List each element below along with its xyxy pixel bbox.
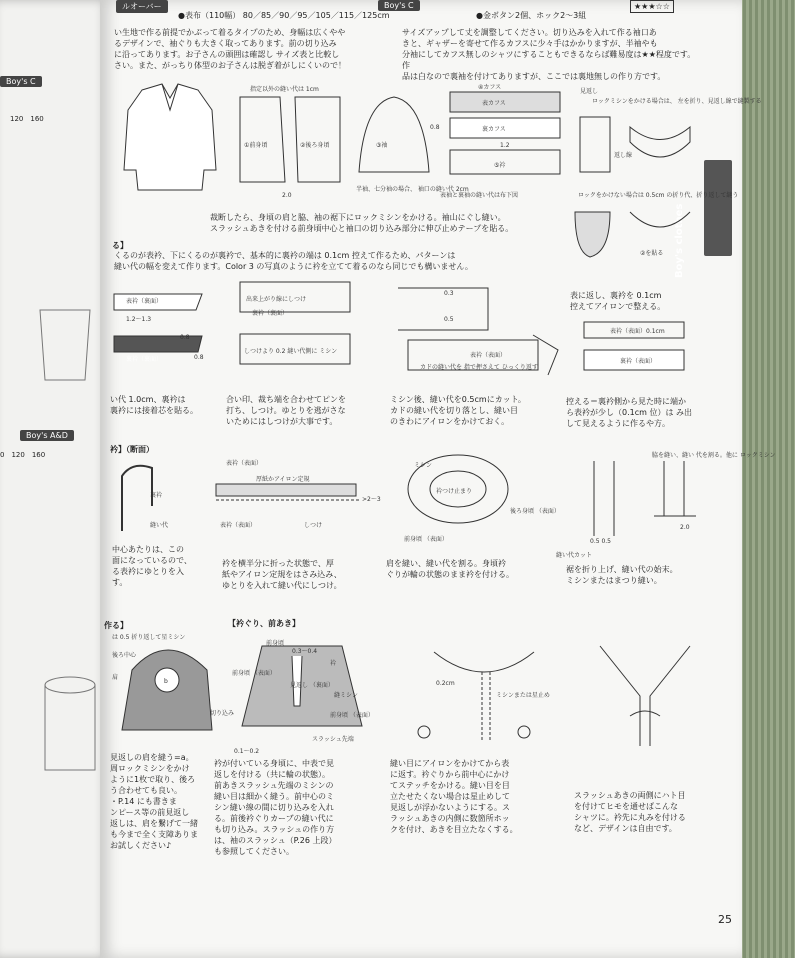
side-tab: [674, 160, 732, 278]
collar-note: 指定以外の縫い代は 1cm: [250, 86, 319, 93]
neck-text3: スラッシュあきの両側にハト目 を付けてヒモを通せばこんな シャツに。衿先に丸みを付ける など、デザインは自由です。: [574, 791, 686, 833]
step4-text: 表に返し、裏衿を 0.1cm 控えてアイロンで整える。: [570, 291, 666, 311]
difficulty-stars: ★★★☆☆: [630, 0, 674, 13]
facing-b-label: b: [164, 678, 168, 685]
collar-attach-text2: 衿を横半分に折った状態で、厚 紙やアイロン定規をはさみ込み、 ゆとりを入れて縫い代にしつけ。: [222, 559, 342, 590]
neck-heading: 【衿ぐり、前あき】: [228, 619, 300, 628]
neck-slash-label: スラッシュ先端: [312, 736, 354, 743]
hem-seam-cut: 縫い代カット: [556, 552, 592, 559]
neck-back-body: 後ろ身頃 （表面）: [510, 508, 560, 515]
step1-dim2: 0.8: [180, 334, 190, 341]
facing-text: 見返しの肩を縫う=a。 周ロックミシンをかけ ように1枚で取り、後ろ う合わせても良い。 ・P.14 にも書きま ンピース等の前見返し 返しは、肩を繋げて一緒 も今まで全く支障ありま お試しください♪: [110, 753, 198, 850]
neck-front-b: 前身頃 （表面）: [330, 712, 374, 719]
neck-cut-label: 衿つけ止まり: [436, 488, 473, 495]
dim-12: 1.2: [500, 142, 510, 149]
stitch-dim: 0.2cm: [436, 680, 455, 687]
header-title-fragment: ルオーバー: [116, 0, 168, 13]
background-fabric: [740, 0, 795, 958]
back-body-label: ②後ろ身頃: [300, 142, 330, 149]
step1-text: い代 1.0cm、裏衿は 裏衿には接着芯を貼る。: [110, 395, 198, 415]
section-tag: Boy's C: [378, 0, 420, 11]
buttons-list: ●金ボタン2個、ホック2～3組: [476, 11, 587, 20]
pattern-sleeve: [354, 92, 434, 182]
facing-line-label: 返し線: [614, 152, 633, 159]
step1-dim3: 0.8: [194, 354, 204, 361]
cross-front-label: 裏衿: [150, 492, 163, 499]
ruler-label: 厚紙かアイロン定規: [256, 476, 310, 483]
front-cuff-label: 表カフス: [482, 100, 506, 107]
hem-dim2: 0.5 0.5: [590, 538, 611, 545]
collar-piece-label: ⑤衿: [494, 162, 506, 169]
facing-note-text: は 0.5 折り返して星ミシン: [112, 634, 186, 641]
neck-body-a: 前身頃 （表面）: [404, 536, 448, 543]
facing-center-label: 後ろ中心: [112, 652, 137, 659]
left-page: [0, 0, 110, 958]
facing-shoulder-label: 肩: [112, 674, 119, 681]
cross-allowance-label: 縫い代: [150, 522, 169, 529]
ruler-stitch: しつけ: [304, 522, 323, 529]
back-cuff-label: 裏カフス: [482, 126, 506, 133]
collar-attach-text4: 裾を折り上げ、縫い代の始末。 ミシンまたはまつり縫い。: [566, 565, 678, 585]
step1-front-label: 表衿（裏面）: [126, 298, 163, 305]
side-tab-label: Boy's clothes: [674, 203, 685, 278]
neck-text2: 縫い目にアイロンをかけてから表 に返す。衿ぐりから前中心にかけ てステッチをかける。縫い目を目 立たせたくない場合は星止めして 見返しが浮かないようにする。ス ラッシュあきの内側に数箇所ホッ クを付け、あきを目立たなくする。: [390, 759, 518, 834]
neck-cut-label-2: 切り込み: [210, 710, 235, 717]
neck-facing-label: 見返し （裏面）: [290, 682, 334, 689]
left-page-figure-2: [40, 670, 100, 780]
step4-bottom: 裏衿（表面）: [620, 358, 657, 365]
front-body-label: ①前身頃: [244, 142, 268, 149]
seam-allowance-label: 2.0: [282, 192, 292, 199]
neck-front-label: 前身頃: [266, 640, 285, 647]
collar-attach-text3: 肩を縫い、縫い代を割る。身頃衿 ぐりが輪の状態のまま衿を付ける。: [386, 559, 514, 579]
collar-attach-heading: 衿】（断面）: [110, 445, 154, 454]
step2-text: 合い印、裁ち端を合わせてピンを 打ち、しつけ。ゆとりを逃がさな いためにはしつけが大事です。: [226, 395, 346, 426]
step4-top: 表衿（表面）0.1cm: [610, 328, 665, 335]
ruler-dim: >2～3: [362, 496, 381, 503]
step5-text: 控える＝裏衿側から見た時に端か ら表衿が少し（0.1cm 位）は み出 して見えるように作るや方。: [566, 397, 692, 428]
step3-text: ミシン後、縫い代を0.5cmにカット。 カドの縫い代を切り落とし、縫い目 のきわにアイロンをかけておく。: [390, 395, 526, 426]
left-tag-ad: Boy's A&D: [20, 430, 74, 441]
step3-dim2: 0.5: [444, 316, 454, 323]
sleeve-label: ③袖: [376, 142, 388, 149]
left-page-figure: [30, 300, 100, 390]
step2-bottom: しつけより 0.2 縫い代側に ミシン: [244, 348, 338, 355]
stitch-line: ミシンまたは星止め: [496, 692, 550, 699]
step1-dim: 1.2～1.3: [126, 316, 152, 323]
facing-note: ロックミシンをかける場合は、 左を折り、見返し線で縫製する: [592, 98, 762, 105]
fig1-caption: 裁断したら、身頃の肩と脇、袖の裾下にロックミシンをかける。袖山にぐし縫い。 スラッシュあきを付ける前身頃中心と袖口の切り込み部分に伸び止めテープを貼る。: [210, 213, 514, 233]
lock-note: ロックをかけない場合は 0.5cm の折り代、折り返して縫う: [578, 192, 739, 199]
step2-top: 出来上がり線にしつけ: [246, 296, 307, 303]
neck-collar-label: 衿: [330, 660, 337, 667]
collar-intro: くるのが表衿、下にくるのが裏衿で、基本的に裏衿の端は 0.1cm 控えて作るため、パターンは 縫い代の幅を変えて作ります。Color 3 の写真のように衿を立てて着るのなら同じでも構いません。: [114, 251, 473, 271]
cuff-note: 表袖と裏袖の縫い代は布下図: [440, 192, 519, 199]
collar-heading: る】: [112, 241, 128, 250]
intro-right: サイズアップして丈を調整してください。切り込みを入れて作る袖口あ きと、ギャザーを寄せて作るカフスに少々手はかかりますが、半袖やも 分袖にしてカフス無しのシャツにすることもできるならば難易度は★★程度です。作 品は白なので裏袖を付けてありますが、ここでは裏地無しの作り方です。: [402, 28, 696, 81]
facing-heading: 作る】: [104, 621, 128, 630]
intro-left: い生地で作る前提でかぶって着るタイプのため、身幅は広くやや るデザインで、袖ぐりも大きく取ってあります。前の切り込み に沿ってあります。お子さんの頭囲は確認し サイズ表と比較し さい。また、がっちり体型のお子さんは脱ぎ着がしにくいので！: [114, 28, 346, 70]
neck-dim: 0.3～0.4: [292, 648, 318, 655]
neck-stitch-label: 縫ミシン: [334, 692, 358, 699]
left-nums-1: 120 160: [10, 115, 44, 123]
collar-bottom-note: ②を貼る: [640, 250, 664, 257]
step3-corner: カドの縫い代を 指で押さえて ひっくり返す: [420, 364, 538, 371]
ruler-front-label: 表衿（表面）: [226, 460, 263, 467]
cuff-label: ④カフス: [478, 84, 502, 91]
pattern-facing: [570, 112, 700, 262]
ruler-front2: 表衿（表面）: [220, 522, 257, 529]
neck-dim2: 0.1～0.2: [234, 748, 260, 755]
page-number: 25: [718, 913, 732, 926]
facing-title: 見返し: [580, 88, 599, 95]
collar-attach-text1: 中心あたりは、この 面になっているので、 る表衿にゆとりを入 す。: [112, 545, 192, 587]
hem-figure: [584, 456, 704, 546]
neck-line-label: ミシン: [414, 462, 432, 469]
shirt-illustration: [112, 80, 222, 200]
left-nums-2: 0 120 160: [0, 451, 46, 459]
sleeve-note: 半袖、七分袖の場合、 袖口の縫い代 2cm: [356, 186, 469, 193]
neck-text: 衿が付いている身頃に、中表で見 返しを付ける（共に輪の状態）。 前あきスラッシュ先端のミシンの 縫い目は細かく縫う。前中心のミ シン縫い線の間に切り込みを入れ る。前後衿ぐりカーブの縫い代に も切り込み。スラッシュの作り方 は、袖のスラッシュ（P.26 上段） も参照してください。: [214, 759, 337, 856]
step3-dim1: 0.3: [444, 290, 454, 297]
dim-08: 0.8: [430, 124, 440, 131]
neck-front-a: 前身頃 （表面）: [232, 670, 276, 677]
hem-dim3: 2.0: [680, 524, 690, 531]
collar-step2-figure: [236, 276, 356, 372]
step1-back-label: 裏衿（裏面）: [126, 356, 163, 363]
step2-mid: 裏衿（裏面）: [252, 310, 289, 317]
left-tag-c: Boy's C: [0, 76, 42, 87]
step3-inner: 表衿（表面）: [470, 352, 507, 359]
eyelet-shirt-figure: [590, 636, 700, 756]
hem-side-note: 脇を縫い、縫い 代を割る。他に ロックミシン: [652, 452, 776, 459]
materials-list: ●表布（110幅） 80／85／90／95／105／115／125cm: [178, 11, 390, 20]
